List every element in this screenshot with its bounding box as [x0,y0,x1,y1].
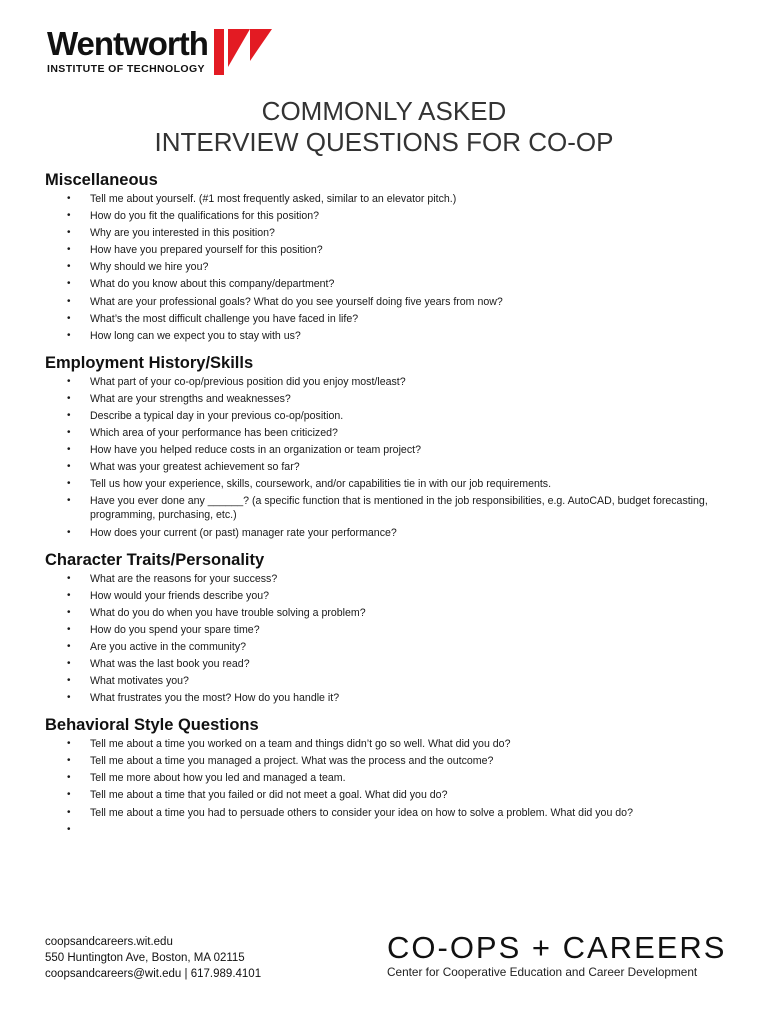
list-item [45,640,735,654]
bullet-icon: • [67,823,71,835]
list-item [45,477,735,491]
bullet-icon: • [67,657,71,669]
bullet-icon: • [67,227,71,239]
question-text: What are your strengths and weaknesses? [90,392,291,405]
list-item [45,572,735,586]
bullet-icon: • [67,210,71,222]
question-text: How would your friends describe you? [90,589,270,602]
list-item [45,312,735,326]
logo-subtitle: INSTITUTE OF TECHNOLOGY [47,63,205,75]
question-text: Have you ever done any ______? (a specific function that is mentioned in the job responsibilities, e.g. AutoCAD, budget forecasting, programming, purchasing, etc.) [90,495,708,522]
footer-address: 550 Huntington Ave, Boston, MA 02115 [45,952,245,964]
question-list [45,572,735,706]
question-text: Describe a typical day in your previous co-op/position. [90,409,344,422]
bullet-icon: • [67,261,71,273]
list-item [45,691,735,705]
bullet-icon: • [67,640,71,652]
bullet-icon: • [67,572,71,584]
title-line-1: COMMONLY ASKED [261,96,507,126]
list-item [45,375,735,389]
section-heading: Behavioral Style Questions [45,716,259,735]
coops-careers-brand [387,931,727,979]
list-item [45,737,735,751]
footer-email[interactable]: coopsandcareers@wit.edu [45,968,182,980]
bullet-icon: • [67,772,71,784]
list-item [45,277,735,291]
logo-name: Wentworth [47,25,208,62]
bullet-icon: • [67,295,71,307]
question-text: Which area of your performance has been criticized? [90,427,338,440]
list-item [45,657,735,671]
section [45,170,735,343]
question-text: What do you know about this company/department? [90,278,335,291]
list-item [45,295,735,309]
bullet-icon: • [67,738,71,750]
question-text: What frustrates you the most? How do you handle it? [90,692,340,705]
question-text: Why are you interested in this position? [90,227,275,240]
bullet-icon: • [67,392,71,404]
question-text: How do you spend your spare time? [90,623,260,636]
question-text: What motivates you? [90,675,189,688]
list-item [45,426,735,440]
list-item [45,260,735,274]
list-item [45,788,735,802]
list-item [45,209,735,223]
bullet-icon: • [67,755,71,767]
bullet-icon: • [67,806,71,818]
question-text: Tell me about a time that you failed or did not meet a goal. What did you do? [90,789,448,802]
bullet-icon: • [67,789,71,801]
section-heading: Employment History/Skills [45,353,254,372]
question-text: Why should we hire you? [90,261,209,274]
list-item [45,494,735,522]
list-item [45,409,735,423]
question-text: What’s the most difficult challenge you have faced in life? [90,312,359,325]
list-item [45,754,735,768]
brand-subtitle: Center for Cooperative Education and Career Development [387,965,698,979]
footer-contact [45,934,261,982]
bullet-icon: • [67,526,71,538]
question-text: How have you prepared yourself for this position? [90,244,323,257]
question-text: What part of your co-op/previous position did you enjoy most/least? [90,375,406,388]
list-item [45,243,735,257]
question-text: What was your greatest achievement so far? [90,461,300,474]
bullet-icon: • [67,675,71,687]
bullet-icon: • [67,409,71,421]
bullet-icon: • [67,495,71,507]
question-text: Tell me about a time you worked on a team and things didn’t go so well. What did you do? [90,738,511,751]
question-text: How long can we expect you to stay with us? [90,329,301,342]
bullet-icon: • [67,193,71,204]
question-text: Tell me about a time you had to persuade others to consider your idea on how to solve a problem. What did you do? [90,806,633,819]
section [45,550,735,706]
bullet-icon: • [67,427,71,439]
wentworth-mark-icon [214,29,272,75]
bullet-icon: • [67,329,71,341]
section-heading: Character Traits/Personality [45,550,265,569]
question-text: What was the last book you read? [90,657,250,670]
bullet-icon: • [67,461,71,473]
section [45,353,735,540]
question-list [45,737,735,835]
wentworth-logo [47,26,272,75]
list-item [45,392,735,406]
footer-separator: | [184,968,188,980]
question-text: How have you helped reduce costs in an organization or team project? [90,444,421,457]
bullet-icon: • [67,375,71,387]
bullet-icon: • [67,589,71,601]
question-list [45,375,735,540]
bullet-icon: • [67,312,71,324]
question-list [45,192,735,343]
question-text: Are you active in the community? [90,640,247,653]
question-text: How do you fit the qualifications for this position? [90,210,320,223]
question-text: What do you do when you have trouble solving a problem? [90,606,366,619]
footer-phone: 617.989.4101 [190,968,262,980]
title-line-2: INTERVIEW QUESTIONS FOR CO-OP [154,127,614,157]
list-item [45,623,735,637]
list-item [45,460,735,474]
brand-name: CO-OPS + CAREERS [387,930,727,965]
footer-website[interactable]: coopsandcareers.wit.edu [45,936,173,948]
list-item [45,674,735,688]
list-item [45,771,735,785]
list-item [45,443,735,457]
question-text: Tell me about a time you managed a project. What was the process and the outcome? [90,755,494,768]
question-text: What are the reasons for your success? [90,572,278,585]
question-sections [45,170,735,835]
section [45,715,735,835]
list-item [45,192,735,206]
bullet-icon: • [67,444,71,456]
question-text: Tell me more about how you led and managed a team. [90,772,346,785]
section-heading: Miscellaneous [45,171,158,189]
list-item [45,526,735,540]
question-text: What are your professional goals? What do you see yourself doing five years from now? [90,295,503,308]
question-text: Tell us how your experience, skills, coursework, and/or capabilities tie in with our job requirements. [90,478,552,491]
bullet-icon: • [67,692,71,704]
bullet-icon: • [67,623,71,635]
list-item [45,226,735,240]
list-item [45,589,735,603]
list-item [45,806,735,820]
bullet-icon: • [67,278,71,290]
bullet-icon: • [67,606,71,618]
bullet-icon: • [67,478,71,490]
list-item [45,606,735,620]
document-title [0,96,768,158]
footer-email-phone [45,966,261,982]
question-text: How does your current (or past) manager rate your performance? [90,526,397,539]
question-text: Tell me about yourself. (#1 most frequently asked, similar to an elevator pitch.) [90,193,457,205]
bullet-icon: • [67,244,71,256]
list-item [45,329,735,343]
